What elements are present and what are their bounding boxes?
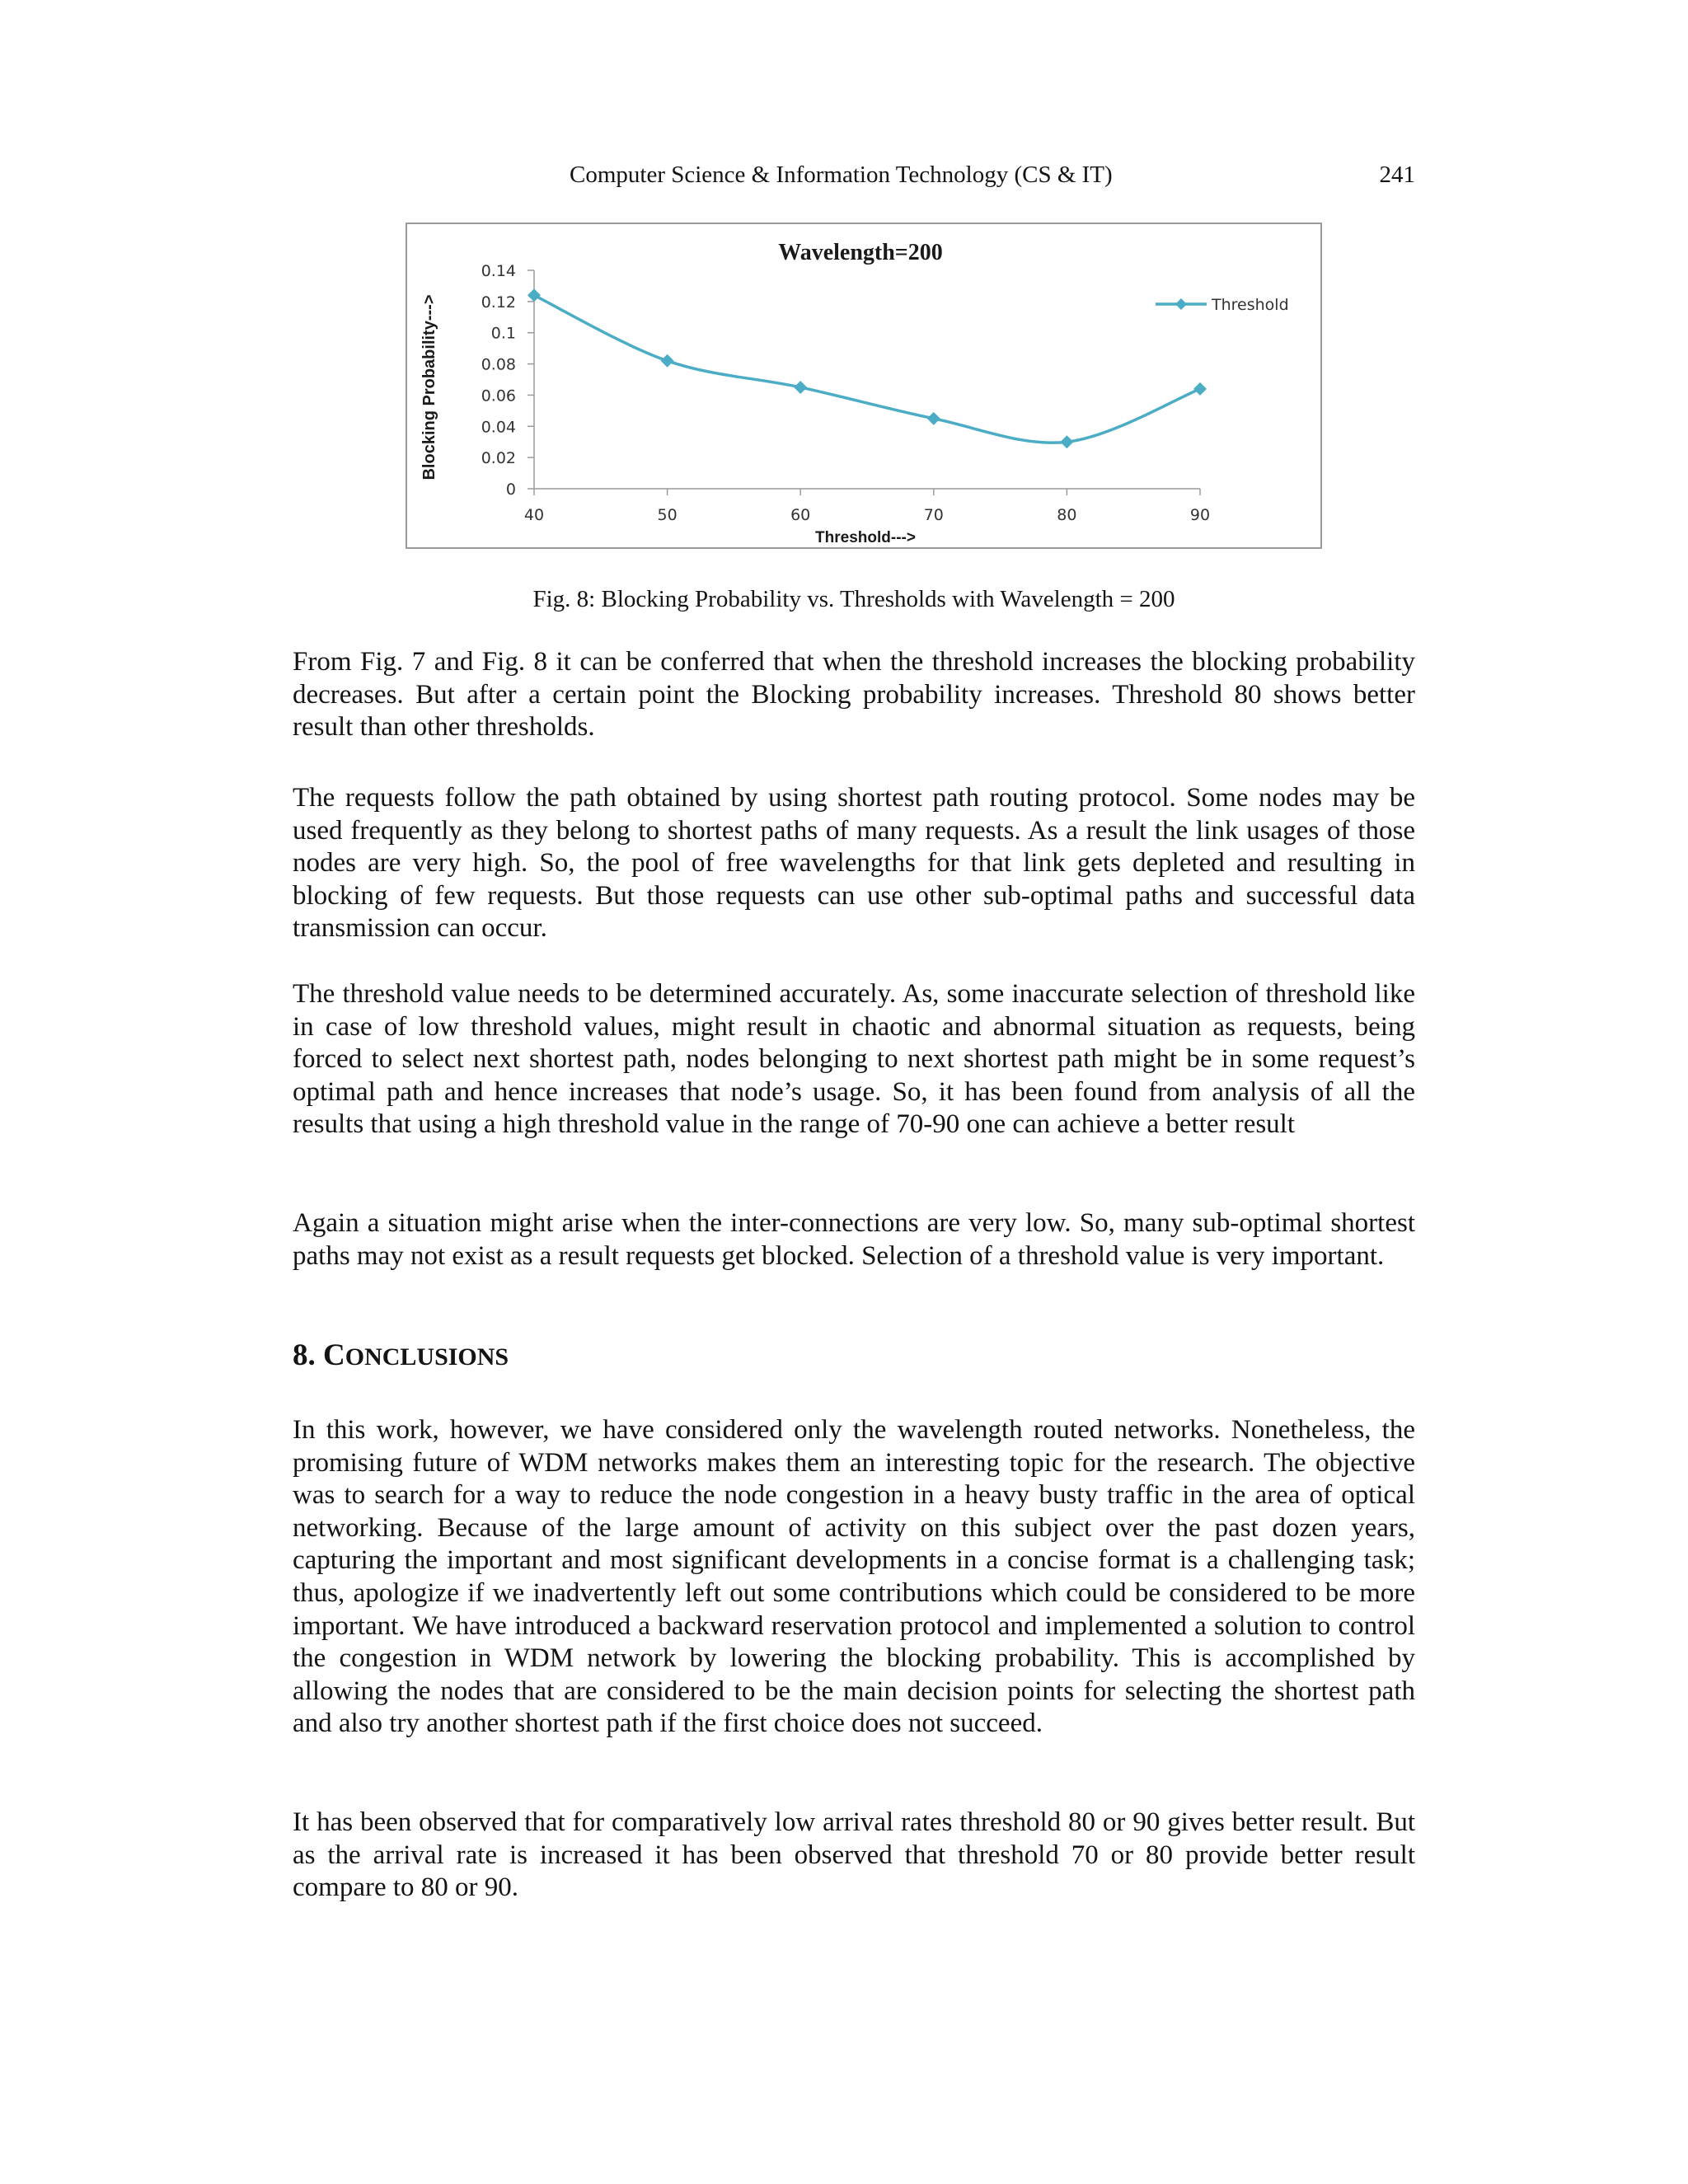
section-title-initial: C [323,1338,345,1372]
y-tick-label: 0.1 [490,324,516,343]
conclusions-paragraph-2: It has been observed that for comparatively low arrival rates threshold 80 or 90 gives better result. But as the arrival rate is increased it has been observed that threshold 70 or 80 provide better result compare to 80 or 90. [293,1807,1415,1903]
page-number: 241 [1379,162,1415,188]
section-heading [293,1338,509,1373]
figure-chart [406,223,1322,549]
x-tick-label: 80 [1057,506,1077,524]
y-tick-label: 0.06 [481,387,516,405]
paragraph-1: From Fig. 7 and Fig. 8 it can be conferred that when the threshold increases the blocking probability decreases. But after a certain point the Blocking probability increases. Threshold 80 shows better result than other thresholds. [293,647,1415,743]
y-tick-label: 0.08 [481,355,516,374]
data-point-marker [661,354,674,368]
data-point-marker [528,288,541,302]
y-tick-label: 0 [505,480,516,499]
x-tick-label: 50 [657,506,678,524]
data-point-marker [927,412,940,425]
y-tick-label: 0.14 [481,262,516,280]
running-header [293,162,1415,198]
figure-caption: Fig. 8: Blocking Probability vs. Thresholds with Wavelength = 200 [532,586,1175,612]
paragraph-2: The requests follow the path obtained by using shortest path routing protocol. Some nodes may be used frequently as they belong to shortest paths of many requests. As a result the link usages of those nodes are very high. So, the pool of free wavelengths for that link gets depleted and resulting in blocking of few requests. But those requests can use other sub-optimal paths and successful data transmission can occur. [293,783,1415,944]
section-number: 8. [293,1338,316,1372]
data-point-marker [1060,435,1073,448]
series-line-threshold [534,295,1200,443]
y-tick-label: 0.04 [481,418,516,437]
data-point-marker [794,381,807,394]
y-tick-label: 0.02 [481,449,516,468]
conclusions-paragraph-1: In this work, however, we have considered only the wavelength routed networks. Nonetheless, the promising future of WDM networks makes them an interesting topic for the research. The objective was to search for a way to reduce the node congestion in a heavy busty traffic in the area of optical networking. Because of the large amount of activity on this subject over the past dozen years, capturing the important and most significant developments in a concise format is a challenging task; thus, apologize if we inadvertently left out some contributions which could be considered to be more important. We have introduced a backward reservation protocol and implemented a solution to control the congestion in WDM network by lowering the blocking probability. This is accomplished by allowing the nodes that are considered to be the main decision points for selecting the shortest path and also try another shortest path if the first choice does not succeed. [293,1415,1415,1739]
x-tick-label: 70 [923,506,944,524]
journal-title: Computer Science & Information Technology (CS & IT) [570,162,1113,188]
y-tick-label: 0.12 [481,293,516,312]
paragraph-3: The threshold value needs to be determined accurately. As, some inaccurate selection of threshold like in case of low threshold values, might result in chaotic and abnormal situation as requests, being forced to select next shortest path, nodes belonging to next shortest path might be in some request’s optimal path and hence increases that node’s usage. So, it has been found from analysis of all the results that using a high threshold value in the range of 70-90 one can achieve a better result [293,979,1415,1140]
x-tick-label: 40 [523,506,545,524]
legend-marker-threshold [1175,298,1187,310]
chart-x-axis-label: Threshold---> [815,529,916,546]
chart-svg [407,224,1320,547]
x-tick-label: 90 [1189,506,1211,524]
legend-label-threshold: Threshold [1212,296,1289,314]
data-point-marker [1193,382,1207,396]
chart-title: Wavelength=200 [778,240,943,265]
paragraph-4: Again a situation might arise when the inter-connections are very low. So, many sub-optimal shortest paths may not exist as a result requests get blocked. Selection of a threshold value is very important. [293,1208,1415,1271]
section-title-rest: ONCLUSIONS [345,1343,509,1371]
chart-y-axis-label: Blocking Probability---> [420,294,438,480]
x-tick-label: 60 [790,506,811,524]
